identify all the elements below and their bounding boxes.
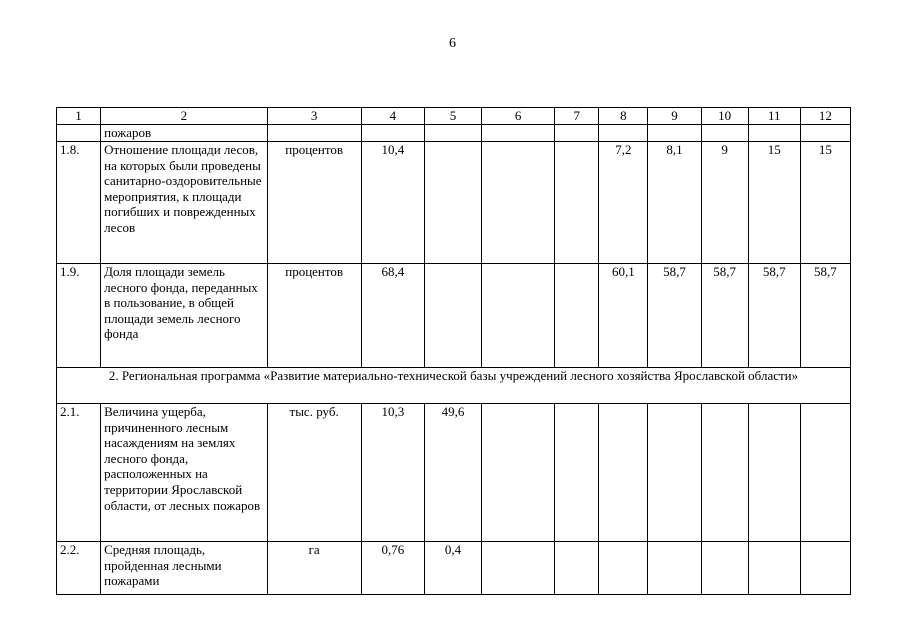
cell-value bbox=[599, 542, 648, 595]
cell-value: 15 bbox=[748, 142, 800, 264]
cell-indicator-name: Отношение площади лесов, на которых были проведены санитарно-оздоровительные мероприятия, к площади погибших и поврежденных лесов bbox=[101, 142, 267, 264]
cell-value: 10,3 bbox=[361, 404, 424, 542]
header-cell: 1 bbox=[57, 108, 101, 125]
cell-value bbox=[424, 264, 481, 368]
header-cell: 6 bbox=[482, 108, 555, 125]
header-cell: 8 bbox=[599, 108, 648, 125]
table-row-1-8 bbox=[57, 142, 851, 264]
cell-value bbox=[648, 542, 701, 595]
cell-value bbox=[701, 542, 748, 595]
cell bbox=[800, 125, 850, 142]
cell-value: 58,7 bbox=[648, 264, 701, 368]
cell bbox=[482, 125, 555, 142]
cell-value: 49,6 bbox=[424, 404, 481, 542]
header-cell: 5 bbox=[424, 108, 481, 125]
cell-value: 68,4 bbox=[361, 264, 424, 368]
cell bbox=[424, 125, 481, 142]
section-title: 2. Региональная программа «Развитие материально-технической базы учреждений лесного хозяйства Ярославской области» bbox=[57, 368, 851, 404]
header-cell: 4 bbox=[361, 108, 424, 125]
cell-indicator-name: Доля площади земель лесного фонда, переданных в пользование, в общей площади земель лесного фонда bbox=[101, 264, 267, 368]
header-cell: 3 bbox=[267, 108, 361, 125]
cell-unit: процентов bbox=[267, 142, 361, 264]
cell-value bbox=[555, 264, 599, 368]
cell-value: 0,76 bbox=[361, 542, 424, 595]
header-cell: 2 bbox=[101, 108, 267, 125]
cell-value: 58,7 bbox=[701, 264, 748, 368]
cell-value bbox=[800, 542, 850, 595]
cell-value bbox=[748, 404, 800, 542]
cell bbox=[555, 125, 599, 142]
cell bbox=[267, 125, 361, 142]
cell-indicator-name: пожаров bbox=[101, 125, 267, 142]
indicators-table bbox=[56, 107, 851, 595]
header-cell: 11 bbox=[748, 108, 800, 125]
cell-value: 58,7 bbox=[748, 264, 800, 368]
cell bbox=[748, 125, 800, 142]
cell-row-number: 2.1. bbox=[57, 404, 101, 542]
header-cell: 7 bbox=[555, 108, 599, 125]
cell-value bbox=[555, 142, 599, 264]
cell-value: 7,2 bbox=[599, 142, 648, 264]
cell bbox=[648, 125, 701, 142]
cell-value: 0,4 bbox=[424, 542, 481, 595]
cell-value bbox=[482, 142, 555, 264]
cell-value bbox=[482, 264, 555, 368]
cell-unit: тыс. руб. bbox=[267, 404, 361, 542]
cell-value bbox=[424, 142, 481, 264]
cell-value: 58,7 bbox=[800, 264, 850, 368]
cell-value bbox=[800, 404, 850, 542]
cell-value: 10,4 bbox=[361, 142, 424, 264]
cell bbox=[57, 125, 101, 142]
cell-value bbox=[555, 404, 599, 542]
cell-value: 60,1 bbox=[599, 264, 648, 368]
cell-row-number: 1.8. bbox=[57, 142, 101, 264]
header-cell: 9 bbox=[648, 108, 701, 125]
cell-value bbox=[482, 404, 555, 542]
table-header-row bbox=[57, 108, 851, 125]
cell-indicator-name: Величина ущерба, причиненного лесным насаждениям на землях лесного фонда, расположенных на территории Ярославской области, от лесных пожаров bbox=[101, 404, 267, 542]
cell-row-number: 2.2. bbox=[57, 542, 101, 595]
cell-value bbox=[701, 404, 748, 542]
header-cell: 12 bbox=[800, 108, 850, 125]
table-row-2-2 bbox=[57, 542, 851, 595]
cell-indicator-name: Средняя площадь, пройденная лесными пожарами bbox=[101, 542, 267, 595]
cell bbox=[599, 125, 648, 142]
cell-value: 9 bbox=[701, 142, 748, 264]
table-row-continuation bbox=[57, 125, 851, 142]
cell-unit: га bbox=[267, 542, 361, 595]
cell-value bbox=[555, 542, 599, 595]
table-section-row bbox=[57, 368, 851, 404]
cell-row-number: 1.9. bbox=[57, 264, 101, 368]
table-row-1-9 bbox=[57, 264, 851, 368]
cell-value: 15 bbox=[800, 142, 850, 264]
cell-value bbox=[482, 542, 555, 595]
cell bbox=[361, 125, 424, 142]
cell-value bbox=[748, 542, 800, 595]
cell bbox=[701, 125, 748, 142]
cell-unit: процентов bbox=[267, 264, 361, 368]
header-cell: 10 bbox=[701, 108, 748, 125]
cell-value bbox=[648, 404, 701, 542]
cell-value bbox=[599, 404, 648, 542]
page-number: 6 bbox=[449, 36, 456, 51]
table-row-2-1 bbox=[57, 404, 851, 542]
cell-value: 8,1 bbox=[648, 142, 701, 264]
